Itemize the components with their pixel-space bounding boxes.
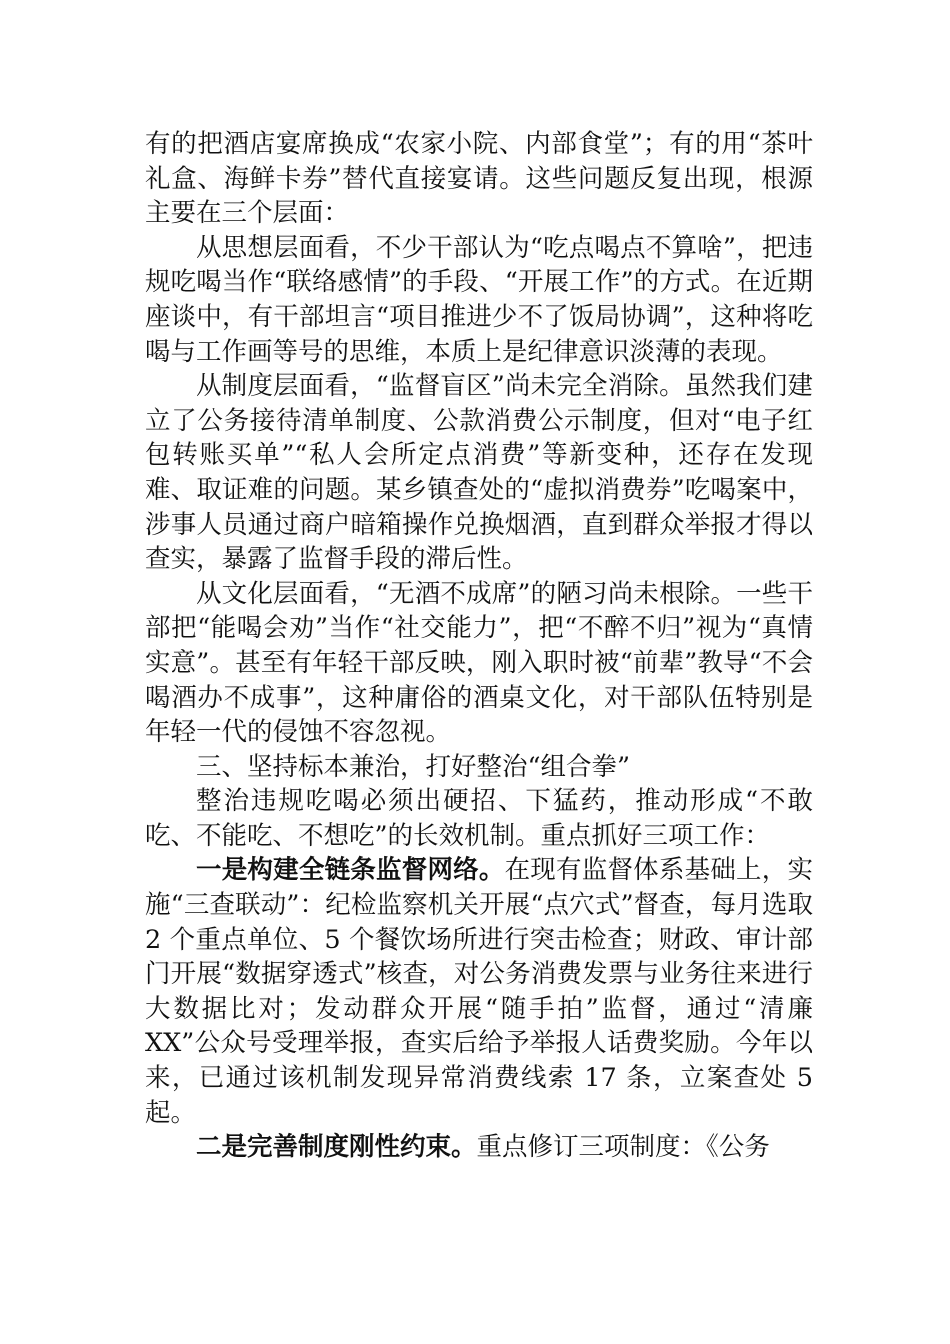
bold-lead-supervision-network: 一是构建全链条监督网络。 (196, 855, 505, 886)
paragraph-ideological-level: 从思想层面看，不少干部认为“吃点喝点不算啥”，把违规吃喝当作“联络感情”的手段、“开展工作”的方式。在近期座谈中，有干部坦言“项目推进少不了饭局协调”，这种将吃喝与工作画等号的思维，本质上是纪律意识淡薄的表现。 (145, 232, 813, 367)
paragraph-institutional-constraints (145, 1130, 813, 1165)
paragraph-rectification-intro: 整治违规吃喝必须出硬招、下猛药，推动形成“不敢吃、不能吃、不想吃”的长效机制。重点抓好三项工作： (145, 786, 813, 851)
section-heading-three: 三、坚持标本兼治，打好整治“组合拳” (196, 751, 631, 782)
paragraph-institutional-level: 从制度层面看，“监督盲区”尚未完全消除。虽然我们建立了公务接待清单制度、公款消费公示制度，但对“电子红包转账买单”“私人会所定点消费”等新变种，还存在发现难、取证难的问题。某乡镇查处的“虚拟消费券”吃喝案中，涉事人员通过商户暗箱操作兑换烟酒，直到群众举报才得以查实，暴露了监督手段的滞后性。 (145, 371, 813, 575)
paragraph-supervision-network (145, 853, 813, 1130)
paragraph-cultural-level: 从文化层面看，“无酒不成席”的陋习尚未根除。一些干部把“能喝会劝”当作“社交能力”，把“不醉不归”视为“真情实意”。甚至有年轻干部反映，刚入职时被“前辈”教导“不会喝酒办不成事”，这种庸俗的酒桌文化，对干部队伍特别是年轻一代的侵蚀不容忽视。 (145, 578, 813, 748)
paragraph-body-supervision-network: 在现有监督体系基础上，实施“三查联动”：纪检监察机关开展“点穴式”督查，每月选取 2 个重点单位、5 个餐饮场所进行突击检查；财政、审计部门开展“数据穿透式”核查，对公务消费发票与业务往来进行大数据比对；发动群众开展“随手拍”监督，通过“清廉XX”公众号受理举报，查实后给予举报人话费奖励。今年以来，已通过该机制发现异常消费线索 17 条，立案查处 5 起。 (145, 855, 813, 1128)
paragraph-causes-intro: 有的把酒店宴席换成“农家小院、内部食堂”；有的用“茶叶礼盒、海鲜卡券”替代直接宴请。这些问题反复出现，根源主要在三个层面： (145, 129, 813, 229)
document-body (145, 127, 813, 1165)
paragraph-body-institutional-constraints: 重点修订三项制度：《公务 (476, 1132, 770, 1163)
bold-lead-institutional-constraints: 二是完善制度刚性约束。 (196, 1132, 477, 1163)
